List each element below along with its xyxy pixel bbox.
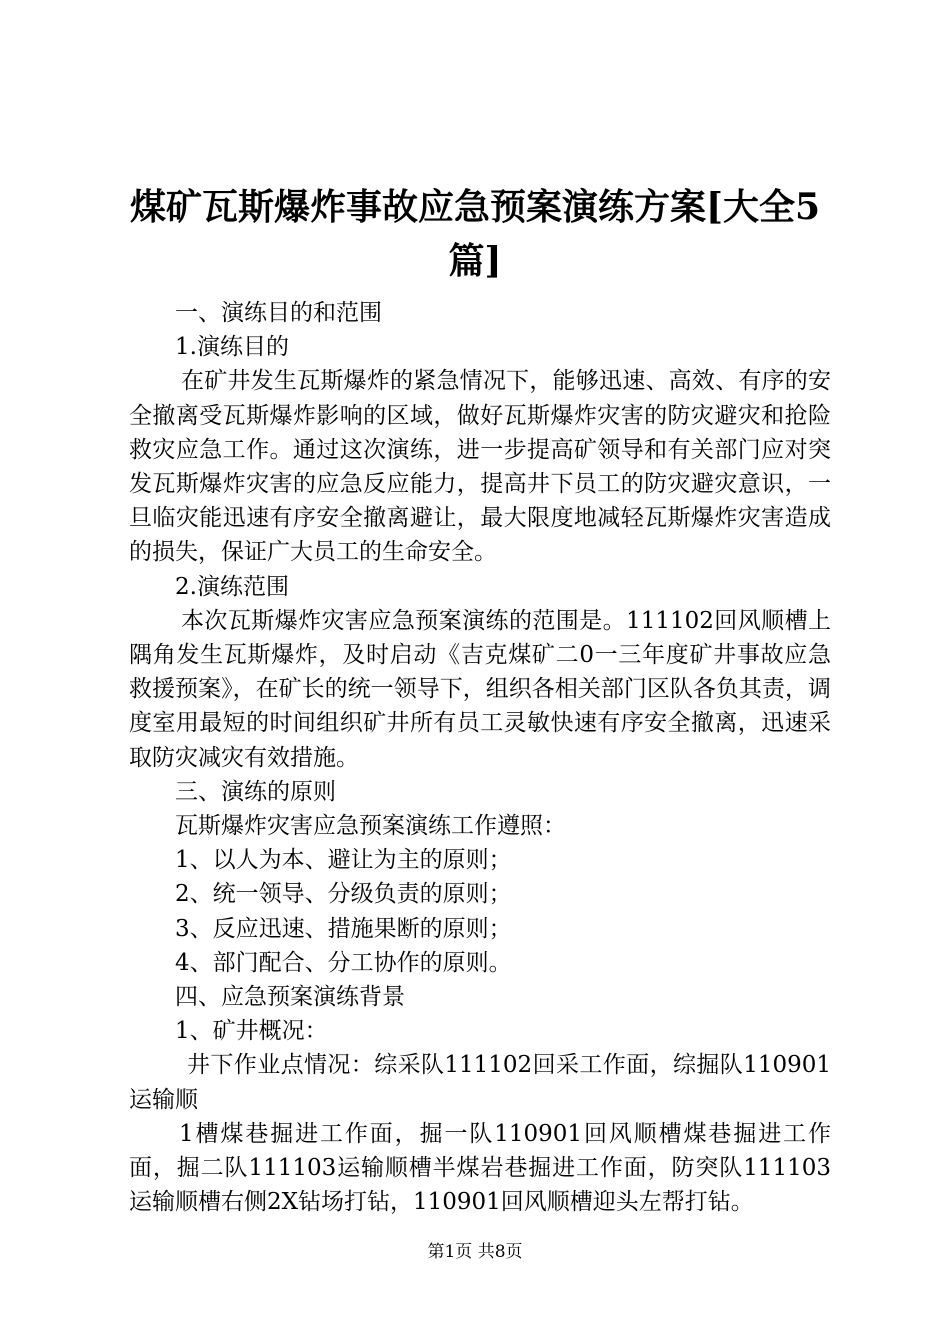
paragraph-principles-intro: 瓦斯爆炸灾害应急预案演练工作遵照： bbox=[175, 813, 566, 840]
document-title: 煤矿瓦斯爆炸事故应急预案演练方案[大全5篇] bbox=[129, 186, 821, 282]
section-heading-background: 四、应急预案演练背景 bbox=[175, 984, 405, 1011]
section-heading-purpose-scope: 一、演练目的和范围 bbox=[175, 300, 382, 326]
principle-item-3: 3、反应迅速、措施果断的原则； bbox=[175, 915, 512, 942]
subheading-mine-overview: 1、矿井概况： bbox=[175, 1018, 328, 1045]
principle-item-2: 2、统一领导、分级负责的原则； bbox=[175, 881, 512, 908]
subheading-scope: 2.演练范围 bbox=[175, 573, 289, 600]
paragraph-work-sites-continued: 1槽煤巷掘进工作面，掘一队110901回风顺槽煤巷掘进工作面，掘二队111103运输顺槽半煤岩巷掘进工作面，防突队111103运输顺槽右侧2X钻场打钻，110901回风顺槽迎头左帮打钻。 bbox=[129, 1120, 831, 1216]
section-heading-principles: 三、演练的原则 bbox=[175, 778, 336, 805]
subheading-purpose: 1.演练目的 bbox=[175, 334, 289, 361]
paragraph-scope: 本次瓦斯爆炸灾害应急预案演练的范围是。111102回风顺槽上隅角发生瓦斯爆炸，及时启动《吉克煤矿二0一三年度矿井事故应急救援预案》，在矿长的统一领导下，组织各相关部门区队各负其责，调度室用最短的时间组织矿井所有员工灵敏快速有序安全撤离，迅速采取防灾减灾有效措施。 bbox=[129, 607, 831, 771]
paragraph-work-sites: 井下作业点情况：综采队111102回采工作面，综掘队110901运输顺 bbox=[129, 1052, 831, 1113]
paragraph-purpose: 在矿井发生瓦斯爆炸的紧急情况下，能够迅速、高效、有序的安全撤离受瓦斯爆炸影响的区域，做好瓦斯爆炸灾害的防灾避灾和抢险救灾应急工作。通过这次演练，进一步提高矿领导和有关部门应对突发瓦斯爆炸灾害的应急反应能力，提高井下员工的防灾避灾意识，一旦临灾能迅速有序安全撤离避让，最大限度地减轻瓦斯爆炸灾害造成的损失，保证广大员工的生命安全。 bbox=[129, 368, 831, 566]
principle-item-1: 1、以人为本、避让为主的原则； bbox=[175, 847, 512, 874]
principle-item-4: 4、部门配合、分工协作的原则。 bbox=[175, 949, 512, 976]
page-footer: 第1页 共8页 bbox=[427, 1242, 523, 1262]
document-body bbox=[129, 296, 831, 1219]
